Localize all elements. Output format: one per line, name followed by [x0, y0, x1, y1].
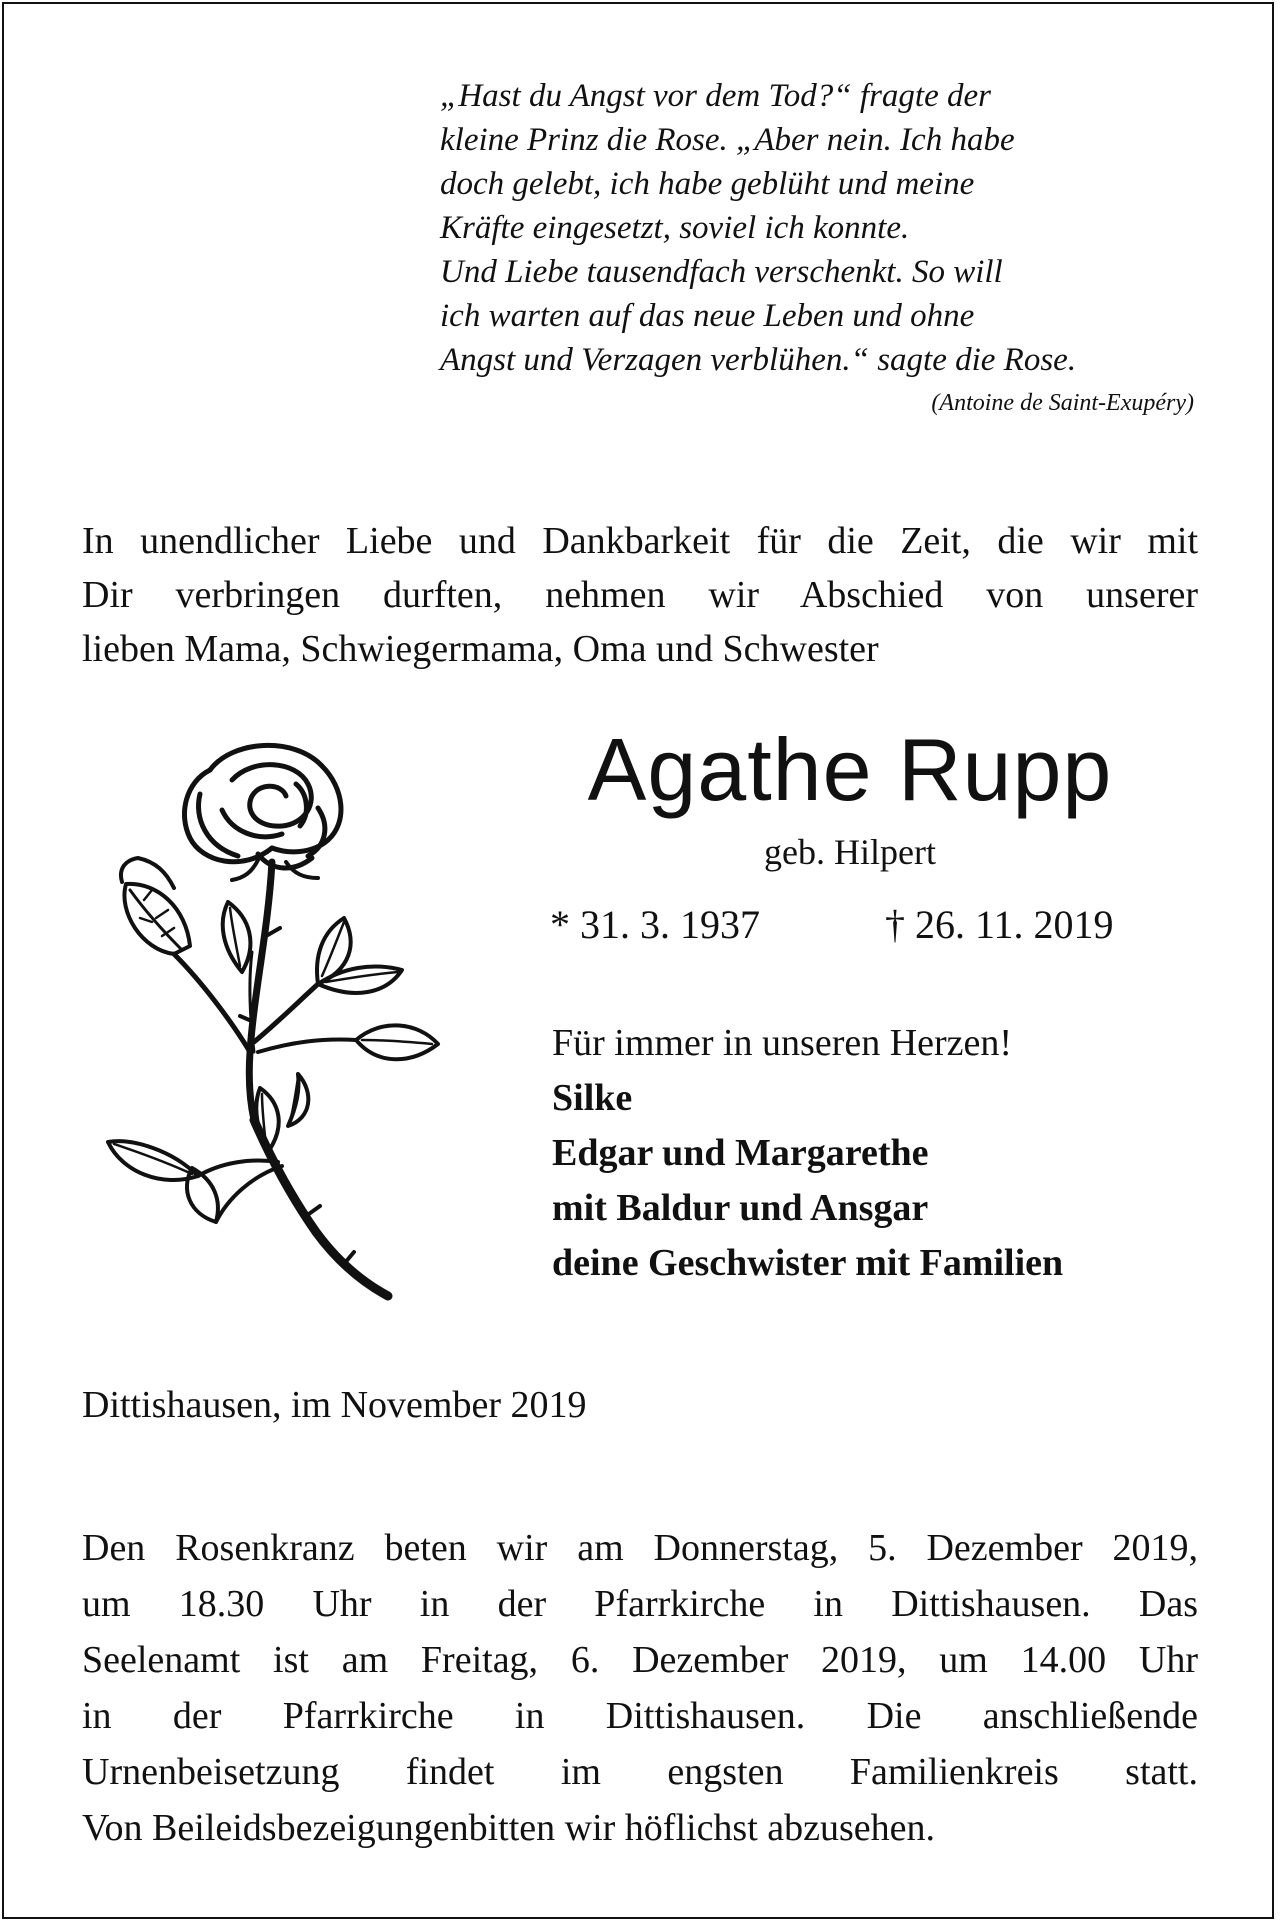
- deceased-name: Agathe Rupp: [587, 720, 1113, 819]
- mourner-name: mit Baldur und Ansgar: [552, 1187, 929, 1229]
- service-paragraph: [82, 1520, 1198, 1856]
- quote-line: kleine Prinz die Rose. „Aber nein. Ich habe: [440, 122, 1015, 158]
- quote-line: „Hast du Angst vor dem Tod?“ fragte der: [440, 78, 991, 114]
- epigraph-quote: [440, 74, 1200, 420]
- mourner-name: Silke: [552, 1077, 633, 1119]
- intro-line: Dir verbringen durften, nehmen wir Abschied von unserer: [82, 574, 1198, 616]
- mourners-motto: Für immer in unseren Herzen!: [552, 1022, 1013, 1064]
- quote-line: doch gelebt, ich habe geblüht und meine: [440, 166, 975, 202]
- quote-line: Kräfte eingesetzt, soviel ich konnte.: [440, 210, 910, 246]
- birth-date: * 31. 3. 1937: [550, 902, 760, 947]
- service-line: Seelenamt ist am Freitag, 6. Dezember 2019, um 14.00 Uhr: [82, 1639, 1198, 1681]
- mourner-name: deine Geschwister mit Familien: [552, 1242, 1064, 1284]
- quote-line: ich warten auf das neue Leben und ohne: [440, 298, 975, 334]
- mourners-block: [552, 1016, 1212, 1291]
- quote-line: Und Liebe tausendfach verschenkt. So will: [440, 254, 1003, 290]
- service-line: in der Pfarrkirche in Dittishausen. Die anschließende: [82, 1695, 1198, 1737]
- service-line: Urnenbeisetzung findet im engsten Familienkreis statt.: [82, 1751, 1198, 1793]
- place-date: Dittishausen, im November 2019: [82, 1384, 587, 1426]
- intro-line: lieben Mama, Schwiegermama, Oma und Schwester: [82, 628, 879, 670]
- service-line: Den Rosenkranz beten wir am Donnerstag, 5. Dezember 2019,: [82, 1527, 1198, 1569]
- maiden-name: geb. Hilpert: [764, 832, 936, 872]
- mourner-name: Edgar und Margarethe: [552, 1132, 929, 1174]
- intro-line: In unendlicher Liebe und Dankbarkeit für die Zeit, die wir mit: [82, 520, 1198, 562]
- quote-line: Angst und Verzagen verblühen.“ sagte die Rose.: [440, 342, 1077, 378]
- quote-source: (Antoine de Saint-Exupéry): [931, 390, 1194, 416]
- service-line: Von Beileidsbezeigungenbitten wir höflichst abzusehen.: [82, 1807, 936, 1849]
- death-date: † 26. 11. 2019: [885, 902, 1114, 947]
- rose-icon: [82, 722, 492, 1332]
- service-line: um 18.30 Uhr in der Pfarrkirche in Dittishausen. Das: [82, 1583, 1198, 1625]
- intro-paragraph: [82, 514, 1198, 676]
